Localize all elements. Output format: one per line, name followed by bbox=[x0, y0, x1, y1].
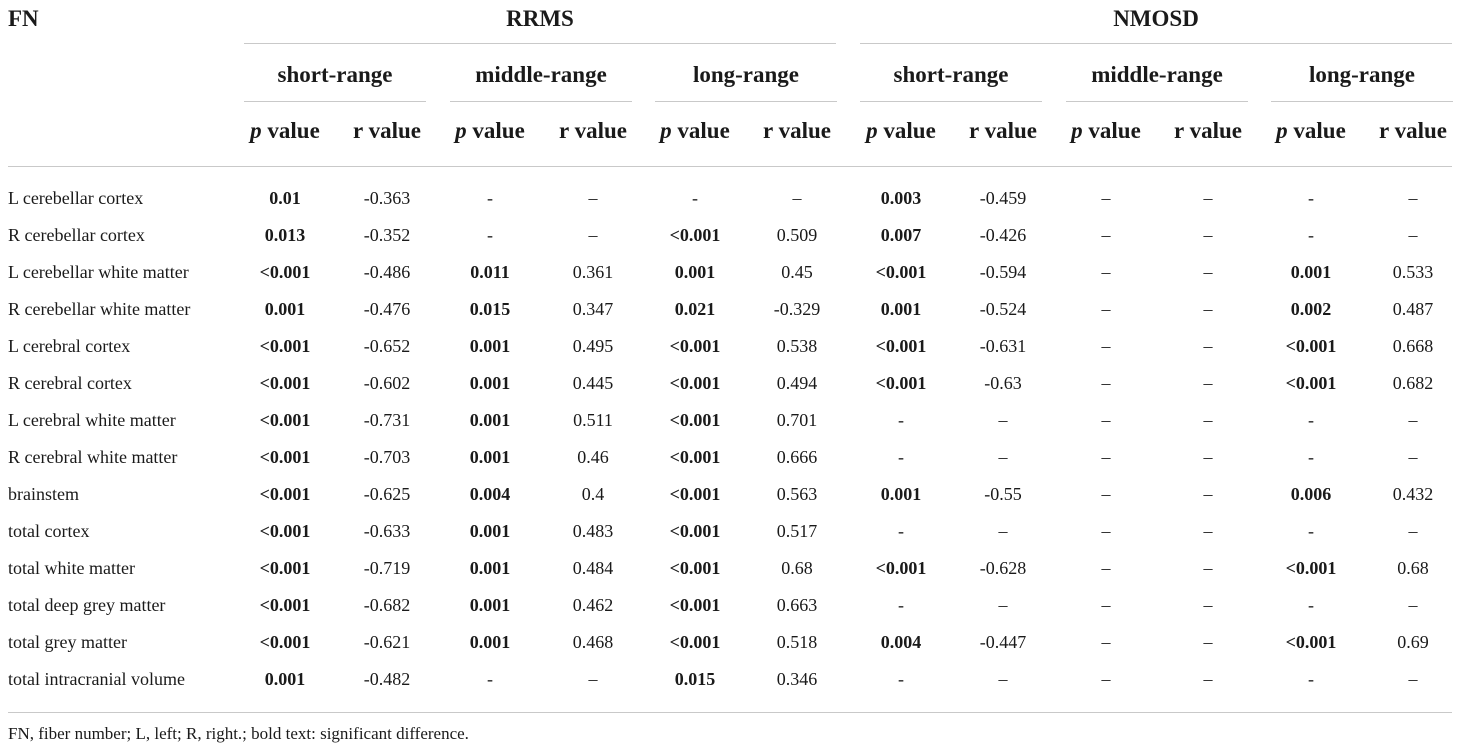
subgroup-rule bbox=[1271, 101, 1453, 102]
p-value-cell: 0.015 bbox=[674, 669, 716, 689]
p-value-cell: <0.001 bbox=[669, 521, 721, 541]
subgroup-header: middle-range bbox=[475, 62, 607, 87]
p-value-cell: <0.001 bbox=[875, 336, 927, 356]
column-header-p-value bbox=[1259, 118, 1363, 144]
r-value-cell: – bbox=[1203, 225, 1213, 245]
r-value-cell: – bbox=[588, 225, 598, 245]
p-value-cell: <0.001 bbox=[259, 447, 311, 467]
row-label: L cerebral white matter bbox=[8, 410, 176, 430]
r-value-cell: 0.701 bbox=[776, 410, 818, 430]
r-value-cell: – bbox=[998, 595, 1008, 615]
p-value-cell: <0.001 bbox=[259, 336, 311, 356]
p-value-cell: <0.001 bbox=[1285, 336, 1337, 356]
table-row bbox=[0, 402, 1460, 439]
r-value-cell: -0.459 bbox=[979, 188, 1027, 208]
table-row bbox=[0, 513, 1460, 550]
p-value-cell: 0.021 bbox=[674, 299, 716, 319]
r-value-cell: 0.462 bbox=[572, 595, 614, 615]
p-value-cell: 0.001 bbox=[469, 632, 511, 652]
p-value-cell: - bbox=[1308, 669, 1314, 689]
column-header-r-value: r value bbox=[763, 118, 831, 143]
p-value-cell: - bbox=[487, 188, 493, 208]
p-value-cell: - bbox=[1308, 521, 1314, 541]
r-value-cell: -0.352 bbox=[363, 225, 411, 245]
r-value-cell: -0.524 bbox=[979, 299, 1027, 319]
r-value-cell: -0.631 bbox=[979, 336, 1027, 356]
p-value-cell: 0.002 bbox=[1290, 299, 1332, 319]
r-value-cell: – bbox=[1203, 336, 1213, 356]
p-value-cell: 0.001 bbox=[880, 484, 922, 504]
p-value-cell: 0.001 bbox=[1290, 262, 1332, 282]
p-value-cell: <0.001 bbox=[1285, 373, 1337, 393]
table-row bbox=[0, 550, 1460, 587]
p-italic: p bbox=[660, 118, 672, 143]
p-value-cell: <0.001 bbox=[259, 632, 311, 652]
p-value-cell: 0.001 bbox=[469, 521, 511, 541]
r-value-cell: 0.432 bbox=[1392, 484, 1434, 504]
p-value-cell: 0.01 bbox=[269, 188, 301, 208]
row-label: R cerebral white matter bbox=[8, 447, 178, 467]
p-value-cell: – bbox=[1101, 447, 1111, 467]
p-value-cell: <0.001 bbox=[669, 336, 721, 356]
table-row bbox=[0, 217, 1460, 254]
r-value-cell: -0.486 bbox=[363, 262, 411, 282]
row-label: brainstem bbox=[8, 484, 79, 504]
p-value-cell: - bbox=[1308, 188, 1314, 208]
subgroup-rule bbox=[860, 101, 1042, 102]
p-value-cell: <0.001 bbox=[669, 484, 721, 504]
p-value-cell: - bbox=[1308, 225, 1314, 245]
p-value-cell: – bbox=[1101, 373, 1111, 393]
p-value-suffix: value bbox=[1287, 118, 1346, 143]
r-value-cell: – bbox=[1203, 632, 1213, 652]
subgroup-header: short-range bbox=[277, 62, 393, 87]
subgroup-rule bbox=[450, 101, 632, 102]
p-value-cell: – bbox=[1101, 336, 1111, 356]
p-value-cell: - bbox=[898, 669, 904, 689]
p-value-cell: <0.001 bbox=[875, 373, 927, 393]
p-value-cell: 0.004 bbox=[469, 484, 511, 504]
p-value-cell: 0.001 bbox=[880, 299, 922, 319]
r-value-cell: – bbox=[1203, 410, 1213, 430]
r-value-cell: 0.517 bbox=[776, 521, 818, 541]
r-value-cell: – bbox=[1408, 188, 1418, 208]
column-header-p-value bbox=[1054, 118, 1158, 144]
r-value-cell: -0.682 bbox=[363, 595, 411, 615]
subgroup-header: middle-range bbox=[1091, 62, 1223, 87]
p-value-cell: 0.007 bbox=[880, 225, 922, 245]
r-value-cell: 0.668 bbox=[1392, 336, 1434, 356]
r-value-cell: – bbox=[1203, 373, 1213, 393]
r-value-cell: -0.594 bbox=[979, 262, 1027, 282]
r-value-cell: 0.69 bbox=[1397, 632, 1429, 652]
p-value-cell: 0.015 bbox=[469, 299, 511, 319]
column-header-r-value: r value bbox=[969, 118, 1037, 143]
r-value-cell: 0.663 bbox=[776, 595, 818, 615]
r-value-cell: -0.731 bbox=[363, 410, 411, 430]
table-row bbox=[0, 587, 1460, 624]
column-header-p-value bbox=[643, 118, 747, 144]
p-value-suffix: value bbox=[671, 118, 730, 143]
r-value-cell: 0.487 bbox=[1392, 299, 1434, 319]
r-value-cell: 0.347 bbox=[572, 299, 614, 319]
r-value-cell: – bbox=[998, 521, 1008, 541]
r-value-cell: – bbox=[588, 669, 598, 689]
subgroup-rule bbox=[1066, 101, 1248, 102]
p-value-cell: 0.001 bbox=[264, 669, 306, 689]
r-value-cell: – bbox=[1408, 447, 1418, 467]
r-value-cell: 0.483 bbox=[572, 521, 614, 541]
p-value-suffix: value bbox=[877, 118, 936, 143]
r-value-cell: -0.633 bbox=[363, 521, 411, 541]
p-value-cell: - bbox=[1308, 447, 1314, 467]
group-header-rrms: RRMS bbox=[506, 6, 574, 31]
p-value-cell: <0.001 bbox=[259, 484, 311, 504]
subgroup-header: long-range bbox=[1308, 62, 1416, 87]
p-value-cell: 0.003 bbox=[880, 188, 922, 208]
r-value-cell: -0.482 bbox=[363, 669, 411, 689]
p-value-cell: <0.001 bbox=[669, 410, 721, 430]
r-value-cell: – bbox=[1408, 410, 1418, 430]
table-row bbox=[0, 624, 1460, 661]
table-row bbox=[0, 476, 1460, 513]
r-value-cell: 0.45 bbox=[781, 262, 813, 282]
r-value-cell: 0.518 bbox=[776, 632, 818, 652]
r-value-cell: – bbox=[1408, 521, 1418, 541]
p-italic: p bbox=[866, 118, 878, 143]
row-label: R cerebellar cortex bbox=[8, 225, 145, 245]
table-row bbox=[0, 365, 1460, 402]
r-value-cell: -0.703 bbox=[363, 447, 411, 467]
r-value-cell: 0.682 bbox=[1392, 373, 1434, 393]
r-value-cell: – bbox=[1203, 558, 1213, 578]
r-value-cell: – bbox=[1408, 595, 1418, 615]
r-value-cell: -0.55 bbox=[984, 484, 1022, 504]
r-value-cell: -0.628 bbox=[979, 558, 1027, 578]
p-value-cell: – bbox=[1101, 595, 1111, 615]
header-bottom-rule bbox=[8, 166, 1452, 167]
p-italic: p bbox=[250, 118, 262, 143]
r-value-cell: 0.511 bbox=[573, 410, 613, 430]
p-value-cell: 0.006 bbox=[1290, 484, 1332, 504]
column-header-r-value: r value bbox=[1379, 118, 1447, 143]
p-value-cell: 0.001 bbox=[469, 558, 511, 578]
p-value-suffix: value bbox=[1082, 118, 1141, 143]
p-value-cell: <0.001 bbox=[875, 262, 927, 282]
column-header-r-value: r value bbox=[1174, 118, 1242, 143]
r-value-cell: – bbox=[1203, 521, 1213, 541]
r-value-cell: -0.363 bbox=[363, 188, 411, 208]
r-value-cell: -0.426 bbox=[979, 225, 1027, 245]
group-header-nmosd: NMOSD bbox=[1113, 6, 1199, 31]
column-header-r-value: r value bbox=[353, 118, 421, 143]
r-value-cell: 0.4 bbox=[581, 484, 605, 504]
r-value-cell: 0.484 bbox=[572, 558, 614, 578]
r-value-cell: – bbox=[588, 188, 598, 208]
p-value-cell: – bbox=[1101, 225, 1111, 245]
r-value-cell: – bbox=[1408, 669, 1418, 689]
r-value-cell: -0.625 bbox=[363, 484, 411, 504]
table-row bbox=[0, 661, 1460, 698]
r-value-cell: – bbox=[1203, 262, 1213, 282]
r-value-cell: -0.476 bbox=[363, 299, 411, 319]
r-value-cell: -0.602 bbox=[363, 373, 411, 393]
p-value-cell: - bbox=[692, 188, 698, 208]
p-italic: p bbox=[455, 118, 467, 143]
r-value-cell: 0.468 bbox=[572, 632, 614, 652]
row-label: L cerebellar cortex bbox=[8, 188, 144, 208]
r-value-cell: 0.666 bbox=[776, 447, 818, 467]
p-value-cell: 0.004 bbox=[880, 632, 922, 652]
p-value-cell: <0.001 bbox=[259, 521, 311, 541]
p-value-cell: - bbox=[487, 669, 493, 689]
p-italic: p bbox=[1071, 118, 1083, 143]
table-footnote: FN, fiber number; L, left; R, right.; bold text: significant difference. bbox=[8, 724, 469, 743]
p-value-cell: <0.001 bbox=[259, 558, 311, 578]
p-value-suffix: value bbox=[466, 118, 525, 143]
group-rule-rrms bbox=[244, 43, 836, 44]
column-header-p-value bbox=[438, 118, 542, 144]
row-label: total white matter bbox=[8, 558, 135, 578]
row-label: total cortex bbox=[8, 521, 90, 541]
p-value-cell: - bbox=[1308, 595, 1314, 615]
r-value-cell: – bbox=[1203, 669, 1213, 689]
r-value-cell: – bbox=[1203, 299, 1213, 319]
r-value-cell: – bbox=[1408, 225, 1418, 245]
p-value-cell: – bbox=[1101, 632, 1111, 652]
p-value-cell: – bbox=[1101, 558, 1111, 578]
p-value-cell: – bbox=[1101, 188, 1111, 208]
p-value-cell: – bbox=[1101, 669, 1111, 689]
p-value-cell: 0.001 bbox=[674, 262, 716, 282]
r-value-cell: – bbox=[998, 447, 1008, 467]
r-value-cell: 0.495 bbox=[572, 336, 614, 356]
column-header-p-value bbox=[849, 118, 953, 144]
row-label: total intracranial volume bbox=[8, 669, 185, 689]
r-value-cell: -0.621 bbox=[363, 632, 411, 652]
p-value-cell: <0.001 bbox=[875, 558, 927, 578]
r-value-cell: 0.533 bbox=[1392, 262, 1434, 282]
p-value-cell: – bbox=[1101, 484, 1111, 504]
p-value-cell: <0.001 bbox=[669, 595, 721, 615]
r-value-cell: 0.68 bbox=[1397, 558, 1429, 578]
r-value-cell: – bbox=[1203, 188, 1213, 208]
p-value-cell: 0.011 bbox=[470, 262, 510, 282]
subgroup-header: long-range bbox=[692, 62, 800, 87]
p-value-cell: <0.001 bbox=[669, 447, 721, 467]
p-value-cell: – bbox=[1101, 410, 1111, 430]
r-value-cell: 0.445 bbox=[572, 373, 614, 393]
row-label: R cerebellar white matter bbox=[8, 299, 191, 319]
p-value-suffix: value bbox=[261, 118, 320, 143]
column-header-r-value: r value bbox=[559, 118, 627, 143]
r-value-cell: 0.361 bbox=[572, 262, 614, 282]
r-value-cell: – bbox=[998, 669, 1008, 689]
p-value-cell: <0.001 bbox=[259, 595, 311, 615]
p-value-cell: - bbox=[898, 521, 904, 541]
r-value-cell: 0.509 bbox=[776, 225, 818, 245]
p-value-cell: – bbox=[1101, 521, 1111, 541]
p-value-cell: <0.001 bbox=[1285, 632, 1337, 652]
subgroup-rule bbox=[244, 101, 426, 102]
row-label: R cerebral cortex bbox=[8, 373, 132, 393]
r-value-cell: -0.447 bbox=[979, 632, 1027, 652]
p-value-cell: <0.001 bbox=[259, 262, 311, 282]
p-value-cell: - bbox=[487, 225, 493, 245]
corner-label: FN bbox=[8, 6, 39, 31]
r-value-cell: -0.329 bbox=[773, 299, 821, 319]
p-value-cell: <0.001 bbox=[259, 373, 311, 393]
p-value-cell: 0.001 bbox=[469, 595, 511, 615]
r-value-cell: 0.494 bbox=[776, 373, 818, 393]
r-value-cell: – bbox=[1203, 447, 1213, 467]
r-value-cell: – bbox=[792, 188, 802, 208]
r-value-cell: 0.538 bbox=[776, 336, 818, 356]
group-rule-nmosd bbox=[860, 43, 1452, 44]
table-row bbox=[0, 180, 1460, 217]
p-value-cell: - bbox=[898, 410, 904, 430]
row-label: total deep grey matter bbox=[8, 595, 166, 615]
row-label: total grey matter bbox=[8, 632, 127, 652]
subgroup-header: short-range bbox=[893, 62, 1009, 87]
table-bottom-rule bbox=[8, 712, 1452, 713]
p-value-cell: – bbox=[1101, 299, 1111, 319]
p-value-cell: 0.013 bbox=[264, 225, 306, 245]
p-value-cell: - bbox=[898, 447, 904, 467]
p-value-cell: 0.001 bbox=[469, 336, 511, 356]
r-value-cell: 0.346 bbox=[776, 669, 818, 689]
p-value-cell: <0.001 bbox=[669, 373, 721, 393]
p-value-cell: – bbox=[1101, 262, 1111, 282]
r-value-cell: – bbox=[1203, 595, 1213, 615]
r-value-cell: -0.652 bbox=[363, 336, 411, 356]
p-value-cell: 0.001 bbox=[469, 373, 511, 393]
p-italic: p bbox=[1276, 118, 1288, 143]
subgroup-rule bbox=[655, 101, 837, 102]
row-label: L cerebellar white matter bbox=[8, 262, 189, 282]
r-value-cell: 0.563 bbox=[776, 484, 818, 504]
p-value-cell: <0.001 bbox=[669, 632, 721, 652]
r-value-cell: -0.63 bbox=[984, 373, 1022, 393]
p-value-cell: <0.001 bbox=[669, 225, 721, 245]
table-row bbox=[0, 291, 1460, 328]
column-header-p-value bbox=[233, 118, 337, 144]
p-value-cell: <0.001 bbox=[259, 410, 311, 430]
p-value-cell: 0.001 bbox=[264, 299, 306, 319]
p-value-cell: <0.001 bbox=[1285, 558, 1337, 578]
p-value-cell: - bbox=[898, 595, 904, 615]
p-value-cell: - bbox=[1308, 410, 1314, 430]
p-value-cell: <0.001 bbox=[669, 558, 721, 578]
r-value-cell: -0.719 bbox=[363, 558, 411, 578]
table-row bbox=[0, 254, 1460, 291]
table-row bbox=[0, 439, 1460, 476]
row-label: L cerebral cortex bbox=[8, 336, 131, 356]
r-value-cell: – bbox=[1203, 484, 1213, 504]
p-value-cell: 0.001 bbox=[469, 410, 511, 430]
p-value-cell: 0.001 bbox=[469, 447, 511, 467]
r-value-cell: 0.68 bbox=[781, 558, 813, 578]
table-row bbox=[0, 328, 1460, 365]
r-value-cell: 0.46 bbox=[577, 447, 609, 467]
r-value-cell: – bbox=[998, 410, 1008, 430]
